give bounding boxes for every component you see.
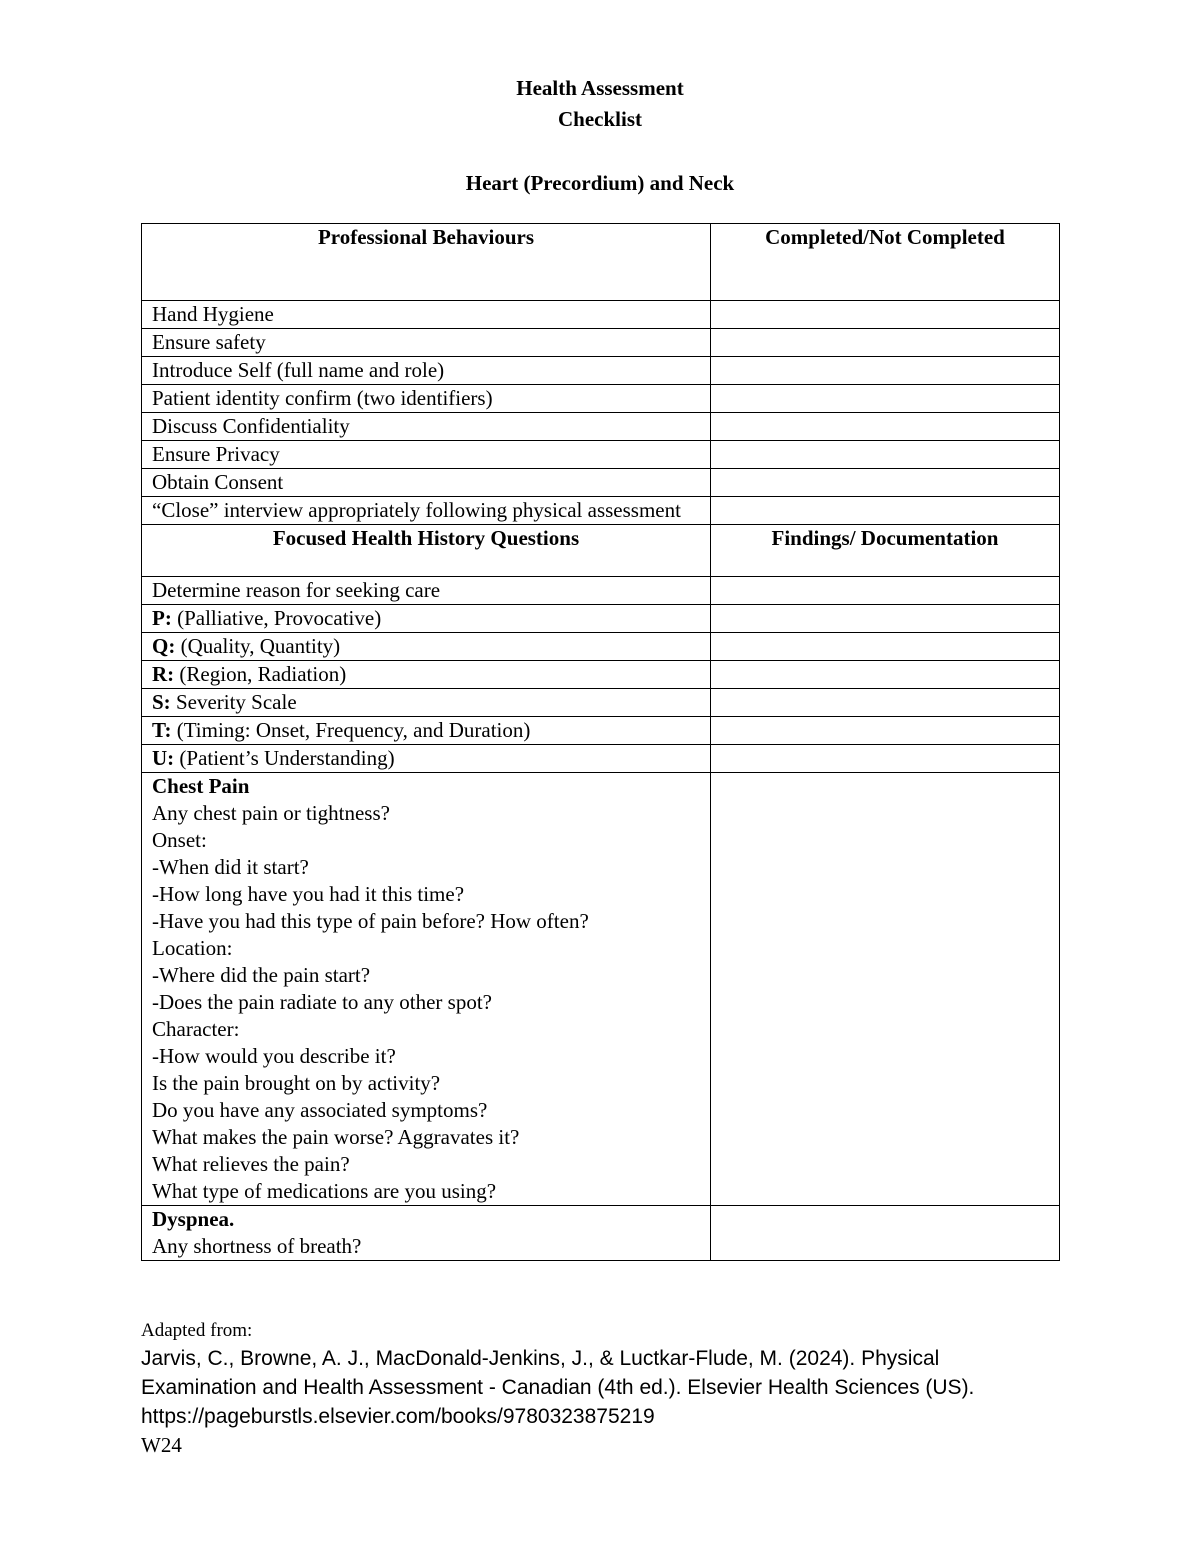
findings-header: Findings/ Documentation — [711, 525, 1060, 577]
pqrstu-key: T: — [152, 718, 172, 742]
pqrstu-key: S: — [152, 690, 171, 714]
item-label: Ensure Privacy — [152, 442, 280, 466]
pqrstu-row — [142, 633, 1060, 661]
item-label: Introduce Self (full name and role) — [152, 358, 445, 382]
item-cell — [142, 497, 711, 525]
response-cell[interactable] — [711, 385, 1060, 413]
professional-item-row — [142, 469, 1060, 497]
professional-item-row — [142, 413, 1060, 441]
response-cell[interactable] — [711, 661, 1060, 689]
response-cell[interactable] — [711, 441, 1060, 469]
question-line: Any shortness of breath? — [152, 1234, 362, 1258]
response-cell[interactable] — [711, 301, 1060, 329]
question-line: -Does the pain radiate to any other spot? — [152, 990, 492, 1014]
item-cell — [142, 633, 711, 661]
pqrstu-key: R: — [152, 662, 175, 686]
reference-line-1: Jarvis, C., Browne, A. J., MacDonald-Jenkins, J., & Luctkar-Flude, M. (2024). Physical — [141, 1347, 940, 1370]
pqrstu-key: Q: — [152, 634, 176, 658]
item-label: Obtain Consent — [152, 470, 284, 494]
response-cell[interactable] — [711, 329, 1060, 357]
item-label: “Close” interview appropriately following physical assessment — [152, 498, 681, 522]
pqrstu-row — [142, 717, 1060, 745]
section-title: Heart (Precordium) and Neck — [465, 171, 735, 195]
professional-item-row — [142, 329, 1060, 357]
question-line: What makes the pain worse? Aggravates it? — [152, 1125, 520, 1149]
completed-header: Completed/Not Completed — [711, 224, 1060, 301]
pqrstu-text: (Quality, Quantity) — [175, 634, 341, 658]
item-label: Ensure safety — [152, 330, 266, 354]
response-cell[interactable] — [711, 577, 1060, 605]
response-cell[interactable] — [711, 605, 1060, 633]
item-cell — [142, 413, 711, 441]
item-cell — [142, 773, 711, 1206]
document-title: Health Assessment — [516, 76, 684, 100]
item-cell — [142, 441, 711, 469]
question-line: Onset: — [152, 828, 207, 852]
pqrstu-text: (Timing: Onset, Frequency, and Duration) — [171, 718, 531, 742]
item-cell — [142, 661, 711, 689]
pqrstu-text: (Patient’s Understanding) — [174, 746, 395, 770]
professional-item-row — [142, 301, 1060, 329]
question-line: What relieves the pain? — [152, 1152, 350, 1176]
item-cell — [142, 385, 711, 413]
footer — [141, 1318, 1071, 1460]
dyspnea-heading: Dyspnea. — [152, 1207, 235, 1231]
professional-item-row — [142, 497, 1060, 525]
dyspnea-row — [142, 1206, 1060, 1261]
item-label: Determine reason for seeking care — [152, 578, 441, 602]
item-cell — [142, 689, 711, 717]
question-line: Character: — [152, 1017, 240, 1041]
item-cell — [142, 329, 711, 357]
pqrstu-row — [142, 605, 1060, 633]
item-cell — [142, 605, 711, 633]
version-code: W24 — [141, 1433, 182, 1457]
item-label: Patient identity confirm (two identifiers) — [152, 386, 493, 410]
adapted-from-label: Adapted from: — [141, 1320, 253, 1341]
response-cell[interactable] — [711, 773, 1060, 1206]
question-line: -How long have you had it this time? — [152, 882, 465, 906]
pqrstu-text: (Region, Radiation) — [174, 662, 347, 686]
chest-pain-heading: Chest Pain — [152, 774, 250, 798]
professional-item-row — [142, 441, 1060, 469]
item-label: Discuss Confidentiality — [152, 414, 350, 438]
response-cell[interactable] — [711, 413, 1060, 441]
question-line: Any chest pain or tightness? — [152, 801, 390, 825]
chest-pain-row — [142, 773, 1060, 1206]
response-cell[interactable] — [711, 497, 1060, 525]
response-cell[interactable] — [711, 717, 1060, 745]
question-line: -Have you had this type of pain before? How often? — [152, 909, 589, 933]
checklist-table — [141, 223, 1060, 1261]
item-cell — [142, 717, 711, 745]
response-cell[interactable] — [711, 357, 1060, 385]
document-subtitle: Checklist — [558, 107, 642, 131]
history-item-row — [142, 577, 1060, 605]
response-cell[interactable] — [711, 689, 1060, 717]
professional-item-row — [142, 357, 1060, 385]
question-line: What type of medications are you using? — [152, 1179, 497, 1203]
question-line: Location: — [152, 936, 233, 960]
item-cell — [142, 745, 711, 773]
reference-line-2: Examination and Health Assessment - Canadian (4th ed.). Elsevier Health Sciences (US). — [141, 1376, 975, 1399]
question-line: -Where did the pain start? — [152, 963, 371, 987]
response-cell[interactable] — [711, 469, 1060, 497]
pqrstu-row — [142, 745, 1060, 773]
pqrstu-text: (Palliative, Provocative) — [171, 606, 382, 630]
pqrstu-text: Severity Scale — [170, 690, 297, 714]
reference-url[interactable]: https://pageburstls.elsevier.com/books/9780323875219 — [141, 1405, 655, 1428]
professional-item-row — [142, 385, 1060, 413]
pqrstu-row — [142, 689, 1060, 717]
item-cell — [142, 469, 711, 497]
history-questions-header: Focused Health History Questions — [142, 525, 711, 577]
question-line: Do you have any associated symptoms? — [152, 1098, 488, 1122]
item-cell — [142, 1206, 711, 1261]
pqrstu-key: P: — [152, 606, 172, 630]
history-header-row — [142, 525, 1060, 577]
item-cell — [142, 577, 711, 605]
question-line: Is the pain brought on by activity? — [152, 1071, 441, 1095]
item-label: Hand Hygiene — [152, 302, 274, 326]
response-cell[interactable] — [711, 1206, 1060, 1261]
item-cell — [142, 357, 711, 385]
question-line: -When did it start? — [152, 855, 309, 879]
response-cell[interactable] — [711, 633, 1060, 661]
pqrstu-row — [142, 661, 1060, 689]
professional-header-row — [142, 224, 1060, 301]
item-cell — [142, 301, 711, 329]
pqrstu-key: U: — [152, 746, 175, 770]
professional-behaviours-header: Professional Behaviours — [142, 224, 711, 301]
question-line: -How would you describe it? — [152, 1044, 396, 1068]
response-cell[interactable] — [711, 745, 1060, 773]
